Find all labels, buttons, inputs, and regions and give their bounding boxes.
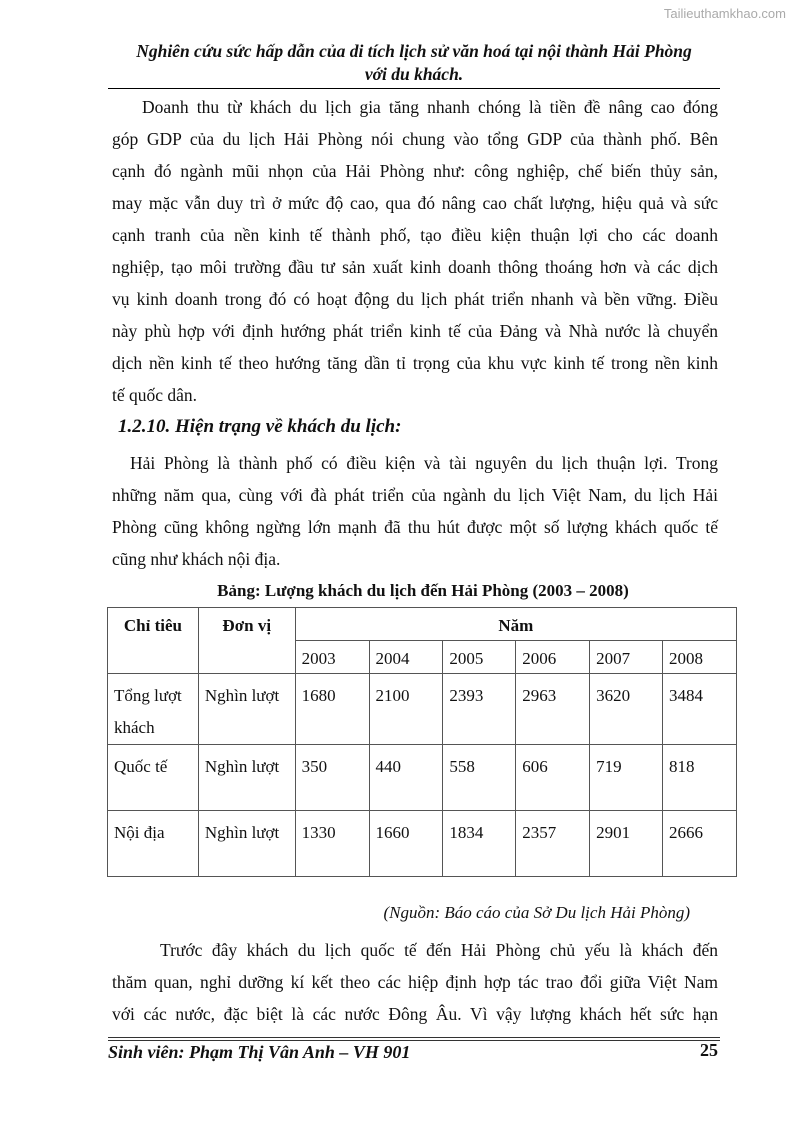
value-cell: 606 xyxy=(516,745,590,811)
text-line: Doanh thu từ khách du lịch gia tăng nhanh chóng là tiền đề nâng cao đóng xyxy=(142,97,718,117)
text-line: cạnh đó ngành mũi nhọn của Hải Phòng như: công nghiệp, chế biến thủy sản, xyxy=(112,161,718,181)
value-cell: 1330 xyxy=(295,811,369,877)
row-unit: Nghìn lượt xyxy=(198,745,295,811)
tourist-table xyxy=(107,607,737,877)
running-header xyxy=(108,40,720,86)
value-cell: 2100 xyxy=(369,674,443,745)
footer-student: Sinh viên: Phạm Thị Vân Anh – VH 901 xyxy=(108,1042,411,1062)
footer-rule xyxy=(108,1040,720,1041)
text-line: góp GDP của du lịch Hải Phòng nói chung vào tổng GDP của thành phố. Bên xyxy=(112,129,718,149)
text-line: Trước đây khách du lịch quốc tế đến Hải Phòng chủ yếu là khách đến xyxy=(160,940,718,960)
value-cell: 719 xyxy=(590,745,663,811)
text-line: này phù hợp với định hướng phát triển kinh tế của Đảng và Nhà nước là chuyển xyxy=(112,321,718,341)
year-cell: 2006 xyxy=(516,641,590,674)
paragraph-tourists xyxy=(112,447,718,575)
text-line: nghiệp, tạo môi trường đầu tư sản xuất kinh doanh thông thoáng hơn và các dịch xyxy=(112,257,718,277)
table-row xyxy=(108,811,737,877)
value-cell: 3620 xyxy=(590,674,663,745)
year-cell: 2003 xyxy=(295,641,369,674)
value-cell: 440 xyxy=(369,745,443,811)
year-cell: 2004 xyxy=(369,641,443,674)
table-row xyxy=(108,674,737,745)
row-unit: Nghìn lượt xyxy=(198,811,295,877)
header-line: Nghiên cứu sức hấp dẫn của di tích lịch sử văn hoá tại nội thành Hải Phòng xyxy=(136,41,692,61)
text-line: dịch nền kinh tế theo hướng tăng dần tỉ trọng của khu vực kinh tế trong nền kinh xyxy=(112,353,718,373)
watermark: Tailieuthamkhao.com xyxy=(663,6,786,21)
year-cell: 2007 xyxy=(590,641,663,674)
value-cell: 1680 xyxy=(295,674,369,745)
footer-rule xyxy=(108,1037,720,1038)
row-label: Tổng lượt khách xyxy=(108,674,199,745)
value-cell: 2963 xyxy=(516,674,590,745)
year-cell: 2008 xyxy=(663,641,737,674)
value-cell: 2666 xyxy=(663,811,737,877)
year-cell: 2005 xyxy=(443,641,516,674)
table-row xyxy=(108,745,737,811)
text-line: tế quốc dân. xyxy=(112,385,198,405)
value-cell: 818 xyxy=(663,745,737,811)
value-cell: 350 xyxy=(295,745,369,811)
value-cell: 1660 xyxy=(369,811,443,877)
text-line: thăm quan, nghỉ dưỡng kí kết theo các hiệp định hợp tác trao đổi giữa Việt Nam xyxy=(112,972,718,992)
text-line: Phòng cũng không ngừng lớn mạnh đã thu hút được một số lượng khách quốc tế xyxy=(112,517,718,537)
text-line: cũng như khách nội địa. xyxy=(112,549,281,569)
value-cell: 3484 xyxy=(663,674,737,745)
paragraph-international xyxy=(112,934,718,1030)
header-year: Năm xyxy=(295,608,736,641)
header-line: với du khách. xyxy=(364,64,464,84)
header-indicator: Chỉ tiêu xyxy=(108,608,199,674)
text-line: vụ kinh doanh trong đó có hoạt động du lịch phát triển nhanh và bền vững. Điều xyxy=(112,289,718,309)
value-cell: 2393 xyxy=(443,674,516,745)
page-number: 25 xyxy=(700,1040,718,1060)
value-cell: 1834 xyxy=(443,811,516,877)
header-rule xyxy=(108,88,720,89)
section-heading: 1.2.10. Hiện trạng về khách du lịch: xyxy=(118,416,402,437)
text-line: với các nước, đặc biệt là các nước Đông Âu. Vì vậy lượng khách hết sức hạn xyxy=(112,1004,718,1024)
text-line: Hải Phòng là thành phố có điều kiện và tài nguyên du lịch thuận lợi. Trong xyxy=(130,453,718,473)
paragraph-revenue xyxy=(112,91,718,411)
text-line: may mặc vẫn duy trì ở mức độ cao, qua đó nâng cao chất lượng, hiệu quả và sức xyxy=(112,193,718,213)
text-line: những năm qua, cùng với đà phát triển của ngành du lịch Việt Nam, du lịch Hải xyxy=(112,485,718,505)
value-cell: 558 xyxy=(443,745,516,811)
table-source: (Nguồn: Báo cáo của Sở Du lịch Hải Phòng) xyxy=(383,903,690,922)
header-unit: Đơn vị xyxy=(198,608,295,674)
row-label: Quốc tế xyxy=(108,745,199,811)
row-unit: Nghìn lượt xyxy=(198,674,295,745)
value-cell: 2357 xyxy=(516,811,590,877)
row-label: Nội địa xyxy=(108,811,199,877)
value-cell: 2901 xyxy=(590,811,663,877)
table-caption: Bảng: Lượng khách du lịch đến Hải Phòng (2003 – 2008) xyxy=(217,581,629,600)
text-line: cạnh tranh của nền kinh tế thành phố, tạo điều kiện thuận lợi cho các doanh xyxy=(112,225,718,245)
